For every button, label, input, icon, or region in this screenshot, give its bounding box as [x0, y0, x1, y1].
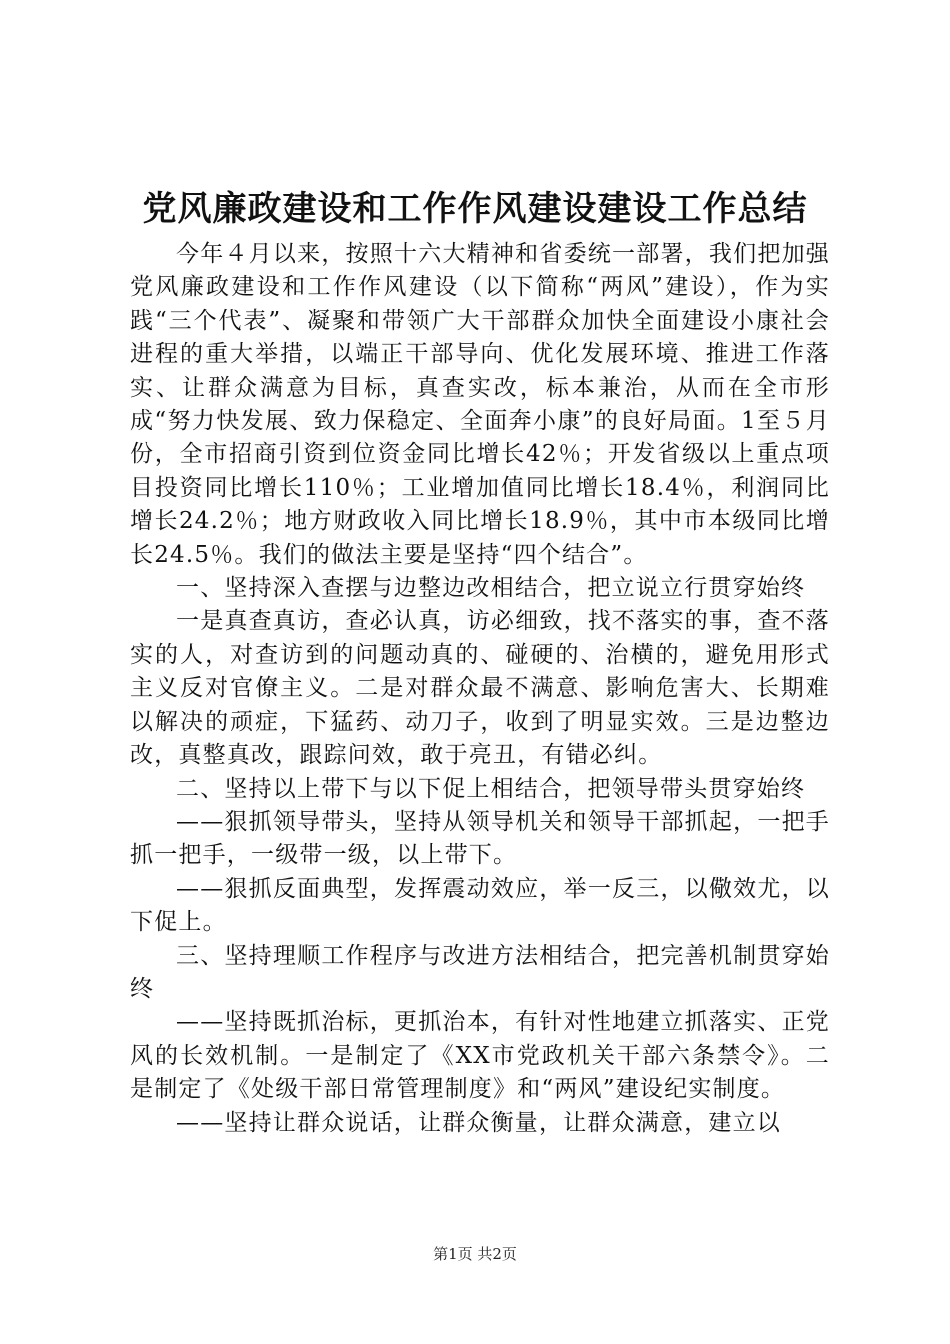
section-heading-1: 一、坚持深入查摆与边整边改相结合，把立说立行贯穿始终	[176, 575, 806, 602]
paragraph-section-3-item-1: ——坚持既抓治标，更抓治本，有针对性地建立抓落实、正党风的长效机制。一是制定了《XX市党政机关干部六条禁令》。二是制定了《处级干部日常管理制度》和“两风”建设纪实制度。	[130, 1009, 830, 1103]
section-heading-3: 三、坚持理顺工作程序与改进方法相结合，把完善机制贯穿始终	[130, 942, 830, 1002]
page-footer: 第1页 共2页	[433, 1245, 517, 1263]
document-body	[130, 238, 830, 1140]
paragraph-section-1: 一是真查真访，查必认真，访必细致，找不落实的事，查不落实的人，对查访到的问题动真的、碰硬的、治横的，避免用形式主义反对官僚主义。二是对群众最不满意、影响危害大、长期难以解决的顽症，下猛药、动刀子，收到了明显实效。三是边整边改，真整真改，跟踪问效，敢于亮丑，有错必纠。	[130, 608, 830, 769]
paragraph-section-2-item-2: ——狠抓反面典型，发挥震动效应，举一反三，以儆效尤，以下促上。	[130, 875, 830, 936]
paragraph-section-3-item-2: ——坚持让群众说话，让群众衡量，让群众满意，建立以	[176, 1109, 781, 1136]
section-heading-2: 二、坚持以上带下与以下促上相结合，把领导带头贯穿始终	[176, 775, 806, 802]
paragraph-intro: 今年４月以来，按照十六大精神和省委统一部署，我们把加强党风廉政建设和工作作风建设（以下简称“两风”建设），作为实践“三个代表”、凝聚和带领广大干部群众加快全面建设小康社会进程的重大举措，以端正干部导向、优化发展环境、推进工作落实、让群众满意为目标，真查实改，标本兼治，从而在全市形成“努力快发展、致力保稳定、全面奔小康”的良好局面。1至５月份，全市招商引资到位资金同比增长42％；开发省级以上重点项目投资同比增长110％；工业增加值同比增长18.4％，利润同比增长24.2％；地方财政收入同比增长18.9％，其中市本级同比增长24.5％。我们的做法主要是坚持“四个结合”。	[130, 241, 830, 568]
document-title: 党风廉政建设和工作作风建设建设工作总结	[142, 189, 808, 229]
paragraph-section-2-item-1: ——狠抓领导带头，坚持从领导机关和领导干部抓起，一把手抓一把手，一级带一级，以上带下。	[130, 808, 830, 869]
